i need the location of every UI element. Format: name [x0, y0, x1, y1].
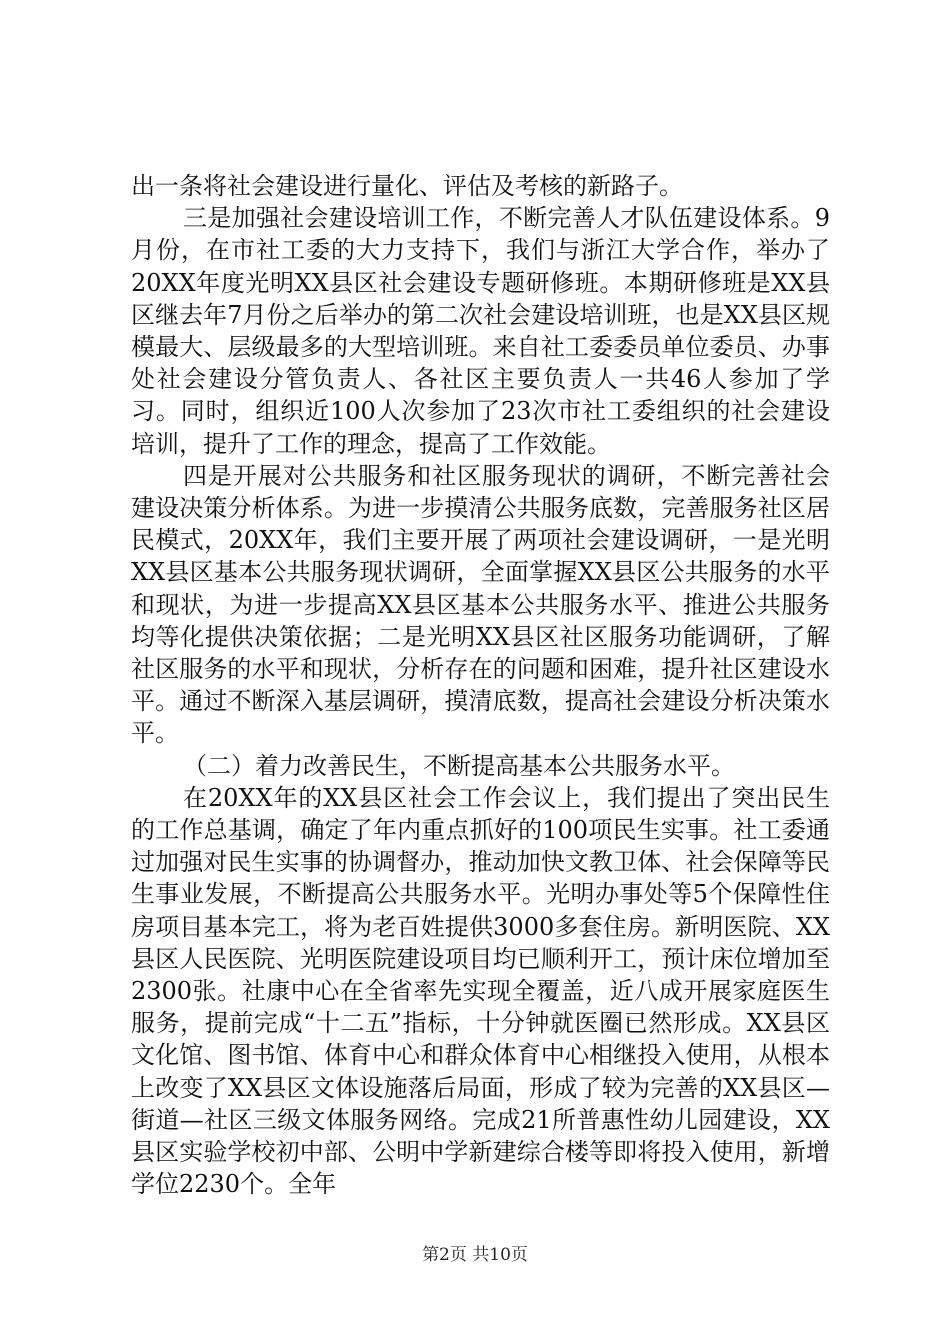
paragraph-research: 四是开展对公共服务和社区服务现状的调研，不断完善社会建设决策分析体系。为进一步摸清公共服务底数，完善服务社区居民模式，20XX年，我们主要开展了两项社会建设调研，一是光明XX县区基本公共服务现状调研，全面掌握XX县区公共服务的水平和现状，为进一步提高XX县区基本公共服务水平、推进公共服务均等化提供决策依据；二是光明XX县区社区服务功能调研，了解社区服务的水平和现状，分析存在的问题和困难，提升社区建设水平。通过不断深入基层调研，摸清底数，提高社会建设分析决策水平。 — [131, 461, 830, 748]
paragraph-training: 三是加强社会建设培训工作，不断完善人才队伍建设体系。9月份，在市社工委的大力支持下，我们与浙江大学合作，举办了20XX年度光明XX县区社会建设专题研修班。本期研修班是XX县区继去年7月份之后举办的第二次社会建设培训班，也是XX县区规模最大、层级最多的大型培训班。来自社工委委员单位委员、办事处社会建设分管负责人、各社区主要负责人一共46人参加了学习。同时，组织近100人次参加了23次市社工委组织的社会建设培训，提升了工作的理念，提高了工作效能。 — [131, 204, 830, 458]
paragraph-continuation: 出一条将社会建设进行量化、评估及考核的新路子。 — [131, 172, 683, 200]
page-number-footer: 第2页 共10页 — [422, 1245, 528, 1265]
section-heading-livelihood: （二）着力改善民生，不断提高基本公共服务水平。 — [183, 751, 735, 780]
paragraph-livelihood: 在20XX年的XX县区社会工作会议上，我们提出了突出民生的工作总基调，确定了年内重点抓好的100项民生实事。社工委通过加强对民生实事的协调督办，推动加快文教卫体、社会保障等民生事业发展，不断提高公共服务水平。光明办事处等5个保障性住房项目基本完工，将为老百姓提供3000多套住房。新明医院、XX县区人民医院、光明医院建设项目均已顺利开工，预计床位增加至2300张。社康中心在全省率先实现全覆盖，近八成开展家庭医生服务，提前完成“十二五”指标，十分钟就医圈已然形成。XX县区文化馆、图书馆、体育中心和群众体育中心相继投入使用，从根本上改变了XX县区文体设施落后局面，形成了较为完善的XX县区—街道—社区三级文体服务网络。完成21所普惠性幼儿园建设，XX县区实验学校初中部、公明中学新建综合楼等即将投入使用，新增学位2230个。全年 — [131, 783, 830, 1199]
document-body — [131, 170, 830, 1201]
